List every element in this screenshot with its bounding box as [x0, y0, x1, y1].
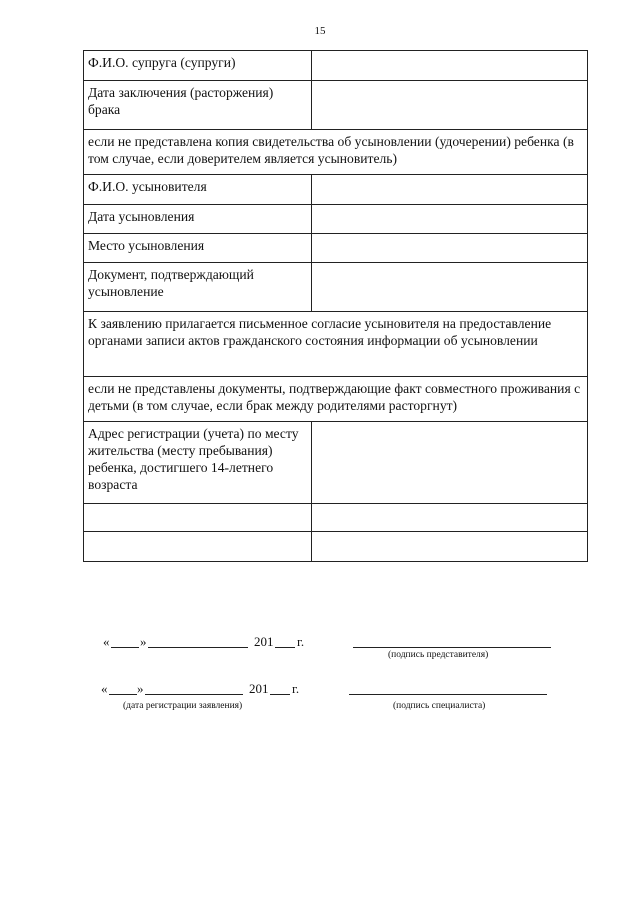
table-row: [84, 532, 588, 562]
adopter-name-label: Ф.И.О. усыновителя: [84, 175, 312, 205]
close-quote: »: [137, 681, 144, 696]
table-row: [84, 263, 588, 312]
blank-label-cell[interactable]: [84, 532, 312, 562]
table-row: [84, 175, 588, 205]
adopter-name-field[interactable]: [312, 175, 588, 205]
adopter-consent-note: К заявлению прилагается письменное согласие усыновителя на предоставление органами записи актов гражданского состояния информации об усыновлении: [84, 312, 588, 377]
adoption-place-field[interactable]: [312, 234, 588, 263]
month-line[interactable]: [148, 647, 248, 648]
child-address-field[interactable]: [312, 422, 588, 504]
table-row: [84, 504, 588, 532]
adoption-document-field[interactable]: [312, 263, 588, 312]
specialist-signature-caption: (подпись специалиста): [393, 701, 486, 711]
year-prefix: 201: [249, 681, 269, 696]
spouse-name-field[interactable]: [312, 51, 588, 81]
table-row: [84, 312, 588, 377]
representative-signature-line[interactable]: [353, 647, 551, 648]
cohabitation-documents-note: если не представлены документы, подтверждающие факт совместного проживания с детьми (в том случае, если брак между родителями расторгнут): [84, 377, 588, 422]
table-row: [84, 205, 588, 234]
table-row: [84, 422, 588, 504]
year-suffix: г.: [292, 681, 300, 696]
table-row: [84, 130, 588, 175]
representative-signature-caption: (подпись представителя): [388, 650, 489, 660]
marriage-date-field[interactable]: [312, 81, 588, 130]
day-line[interactable]: [111, 647, 139, 648]
specialist-signature-line[interactable]: [349, 694, 547, 695]
application-form-table: [83, 50, 588, 562]
blank-label-cell[interactable]: [84, 504, 312, 532]
close-quote: »: [140, 634, 147, 649]
open-quote: «: [103, 634, 110, 649]
adoption-certificate-note: если не представлена копия свидетельства об усыновлении (удочерении) ребенка (в том случае, если доверителем является усыновитель): [84, 130, 588, 175]
table-row: [84, 81, 588, 130]
day-line[interactable]: [109, 694, 137, 695]
year-prefix: 201: [254, 634, 274, 649]
year-line[interactable]: [270, 694, 290, 695]
registration-date-caption: (дата регистрации заявления): [123, 701, 243, 711]
table-row: [84, 234, 588, 263]
table-row: [84, 51, 588, 81]
open-quote: «: [101, 681, 108, 696]
blank-field-cell[interactable]: [312, 504, 588, 532]
child-address-label: Адрес регистрации (учета) по месту жительства (месту пребывания) ребенка, достигшего 14-летнего возраста: [84, 422, 312, 504]
adoption-document-label: Документ, подтверждающий усыновление: [84, 263, 312, 312]
page-number: 15: [314, 25, 326, 37]
adoption-date-label: Дата усыновления: [84, 205, 312, 234]
adoption-place-label: Место усыновления: [84, 234, 312, 263]
year-line[interactable]: [275, 647, 295, 648]
year-suffix: г.: [297, 634, 305, 649]
adoption-date-field[interactable]: [312, 205, 588, 234]
marriage-date-label: Дата заключения (расторжения) брака: [84, 81, 312, 130]
blank-field-cell[interactable]: [312, 532, 588, 562]
spouse-name-label: Ф.И.О. супруга (супруги): [84, 51, 312, 81]
month-line[interactable]: [145, 694, 243, 695]
table-row: [84, 377, 588, 422]
